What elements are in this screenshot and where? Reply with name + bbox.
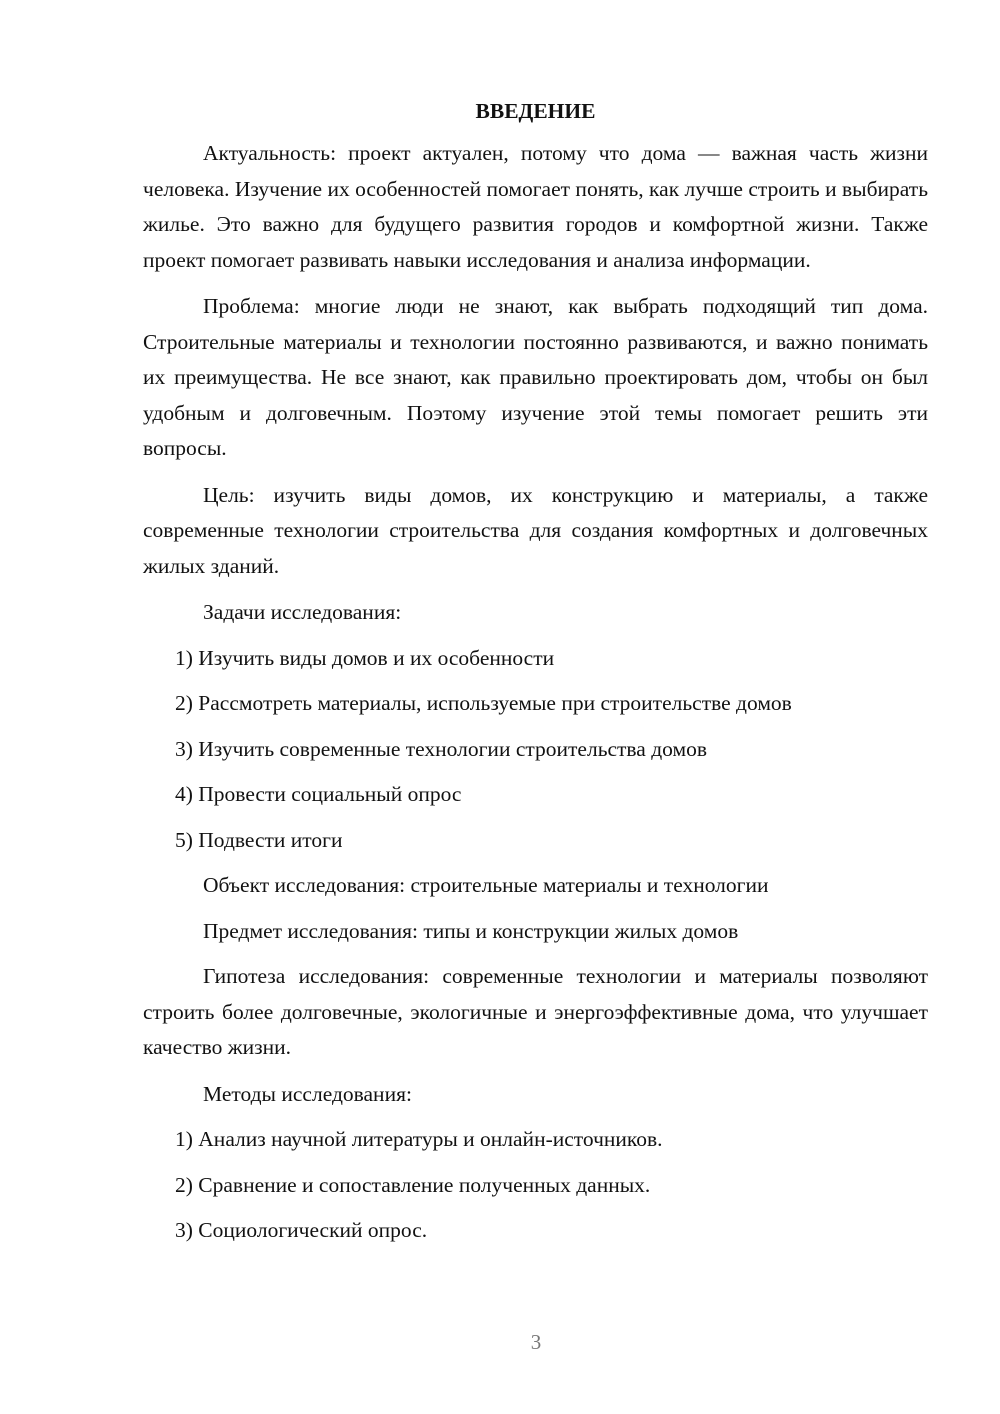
object-paragraph: Объект исследования: строительные материалы и технологии	[203, 873, 769, 897]
list-item: 5) Подвести итоги	[175, 827, 343, 852]
list-item: 1) Анализ научной литературы и онлайн-источников.	[175, 1127, 663, 1151]
subject-paragraph: Предмет исследования: типы и конструкции жилых домов	[203, 918, 739, 943]
relevance-paragraph: Актуальность: проект актуален, потому что дома — важная часть жизни человека. Изучение их особенностей помогает понять, как лучше строить и выбирать жилье. Это важно для будущего развития городов и комфортной жизни. Также проект помогает развивать навыки исследования и анализа информации.	[143, 141, 928, 272]
list-item: 4) Провести социальный опрос	[175, 782, 462, 806]
list-item: 2) Сравнение и сопоставление полученных данных.	[175, 1172, 651, 1197]
list-item: 3) Социологический опрос.	[175, 1218, 428, 1242]
list-item: 1) Изучить виды домов и их особенности	[175, 645, 555, 670]
document-body	[143, 96, 928, 1259]
tasks-list	[143, 641, 928, 859]
page-title: ВВЕДЕНИЕ	[475, 99, 596, 123]
hypothesis-paragraph: Гипотеза исследования: современные технологии и материалы позволяют строить более долговечные, экологичные и энергоэффективные дома, что улучшает качество жизни.	[143, 964, 928, 1059]
tasks-title: Задачи исследования:	[203, 600, 402, 624]
problem-paragraph: Проблема: многие люди не знают, как выбрать подходящий тип дома. Строительные материалы и технологии постоянно развиваются, и важно понимать их преимущества. Не все знают, как правильно проектировать дом, чтобы он был удобным и долговечным. Поэтому изучение этой темы помогает решить эти вопросы.	[143, 294, 928, 460]
list-item: 3) Изучить современные технологии строительства домов	[175, 736, 708, 761]
page-number: 3	[530, 1330, 542, 1354]
list-item: 2) Рассмотреть материалы, используемые при строительстве домов	[175, 691, 792, 715]
goal-paragraph: Цель: изучить виды домов, их конструкцию и материалы, а также современные технологии строительства для создания комфортных и долговечных жилых зданий.	[143, 482, 928, 578]
methods-title: Методы исследования:	[203, 1081, 412, 1106]
methods-list	[143, 1122, 928, 1249]
